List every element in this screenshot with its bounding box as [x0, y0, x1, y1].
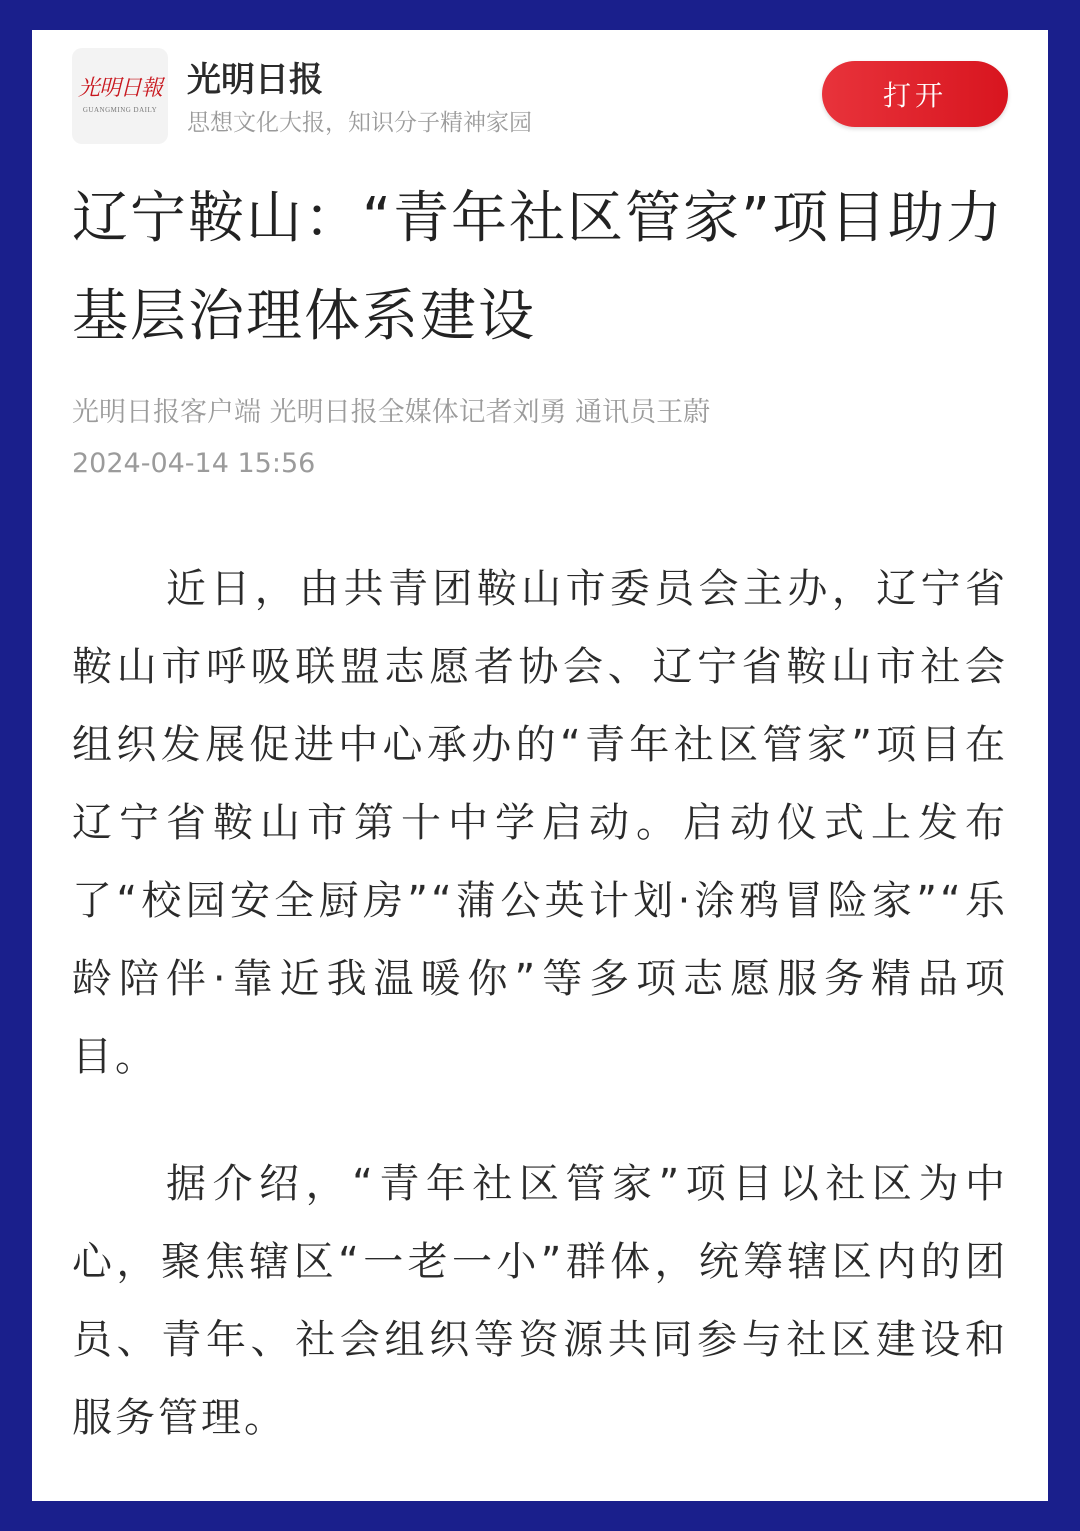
article-page	[32, 30, 1048, 1501]
guangming-daily-logo	[72, 48, 168, 144]
logo-script-text: 光明日報	[77, 76, 162, 101]
article-paragraph: 近日，由共青团鞍山市委员会主办，辽宁省鞍山市呼吸联盟志愿者协会、辽宁省鞍山市社会组织发展促进中心承办的“青年社区管家”项目在辽宁省鞍山市第十中学启动。启动仪式上发布了“校园安全厨房”“蒲公英计划·涂鸦冒险家”“乐龄陪伴·靠近我温暖你”等多项志愿服务精品项目。	[72, 566, 1008, 1080]
app-slogan: 思想文化大报，知识分子精神家园	[187, 110, 532, 136]
app-name: 光明日报	[187, 60, 323, 100]
article-datetime: 2024-04-14 15:56	[72, 448, 316, 479]
article-paragraph: 据介绍，“青年社区管家”项目以社区为中心，聚焦辖区“一老一小”群体，统筹辖区内的团员、青年、社会组织等资源共同参与社区建设和服务管理。	[72, 1161, 1008, 1441]
article-title: 辽宁鞍山：“青年社区管家”项目助力基层治理体系建设	[72, 186, 1005, 349]
app-banner	[32, 30, 1048, 150]
open-app-button[interactable]: 打开	[822, 61, 1008, 127]
article-source: 光明日报客户端 光明日报全媒体记者刘勇 通讯员王蔚	[72, 397, 711, 428]
logo-english-text: GUANGMING DAILY	[82, 106, 158, 114]
